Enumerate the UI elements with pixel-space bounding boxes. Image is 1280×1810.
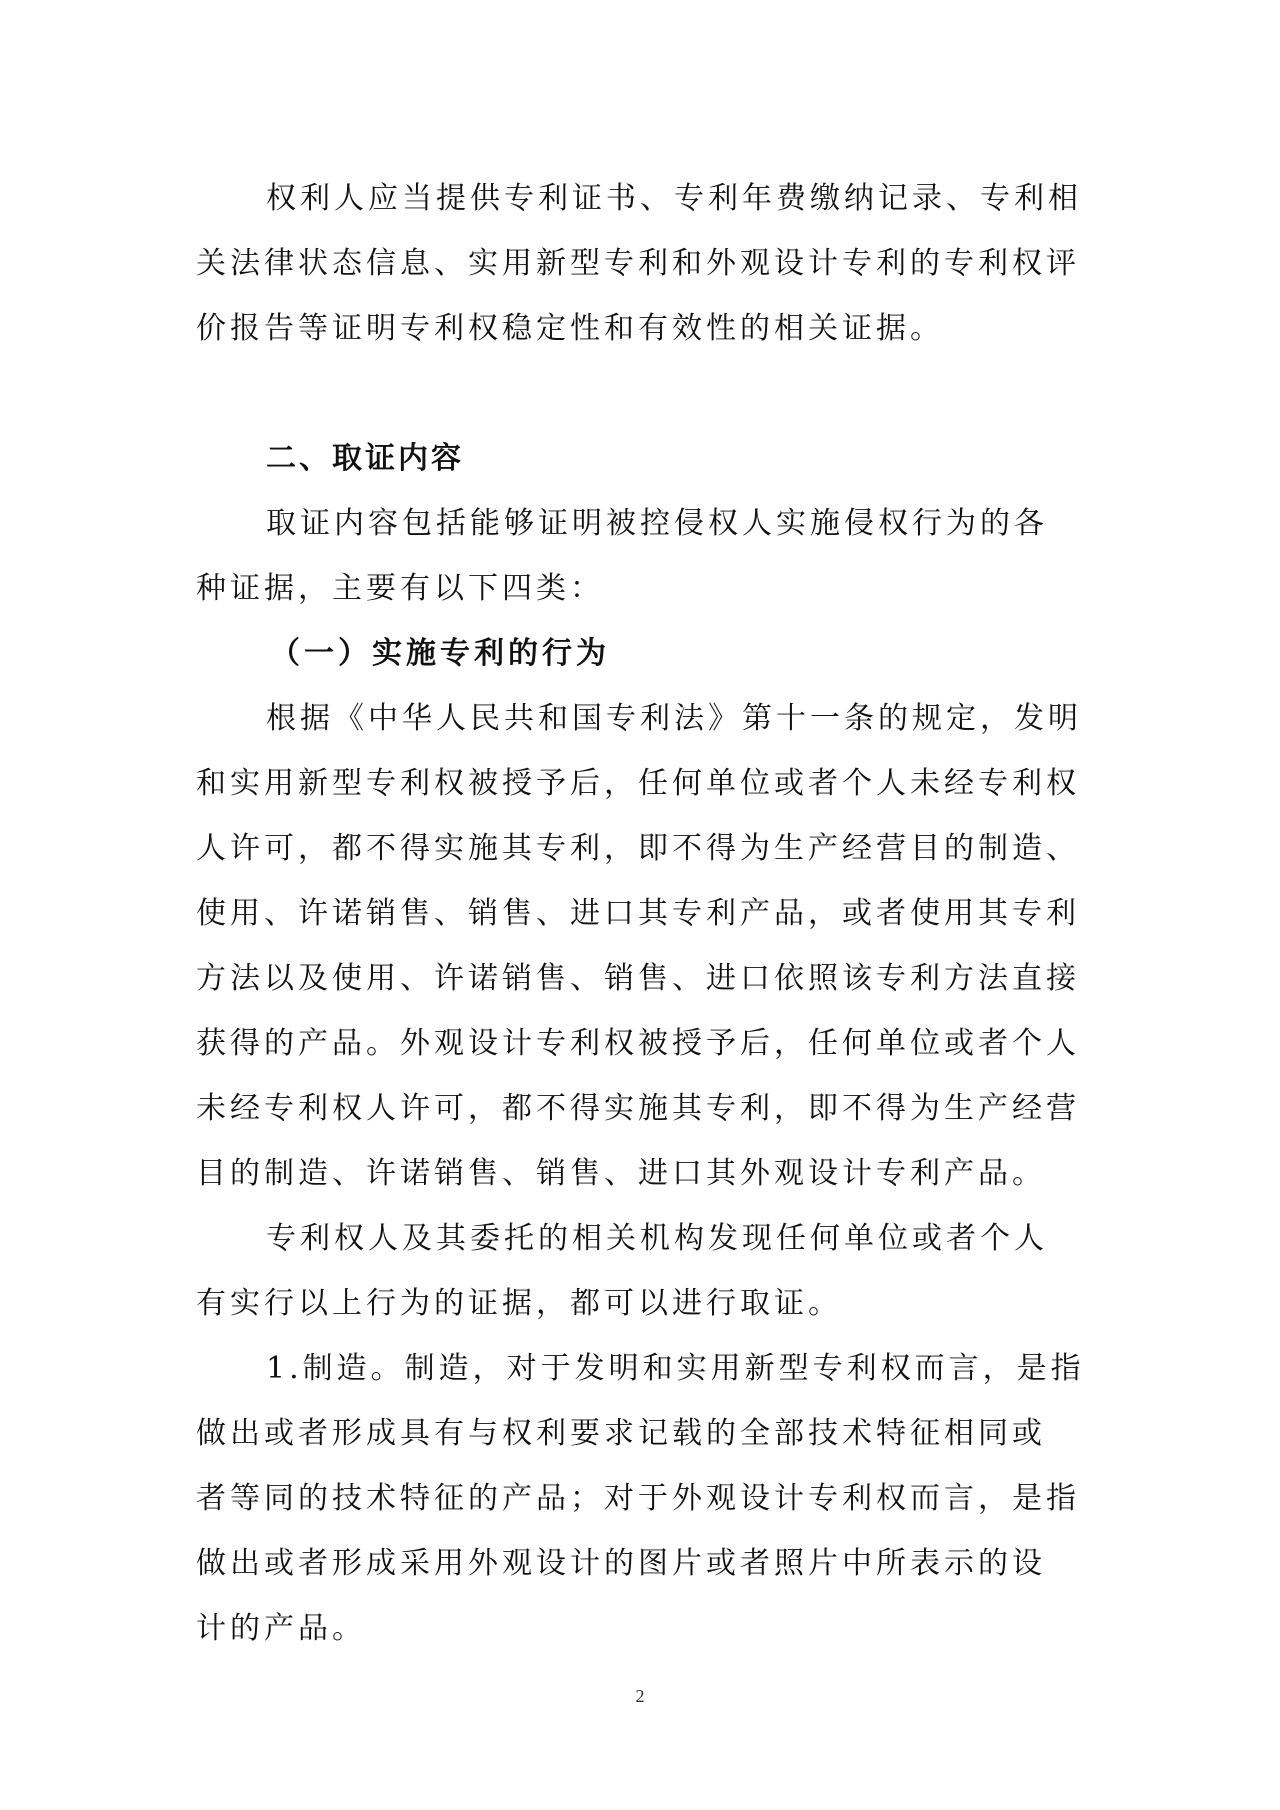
text-line: 人许可，都不得实施其专利，即不得为生产经营目的制造、	[196, 831, 1080, 866]
text-line: 方法以及使用、许诺销售、销售、进口依照该专利方法直接	[196, 961, 1080, 996]
document-body	[196, 166, 1096, 1661]
text-line: 有实行以上行为的证据，都可以进行取证。	[196, 1286, 842, 1321]
text-line: 计的产品。	[196, 1611, 366, 1646]
text-line: 做出或者形成具有与权利要求记载的全部技术特征相同或	[196, 1416, 1046, 1451]
text-line: 取证内容包括能够证明被控侵权人实施侵权行为的各	[266, 506, 1048, 541]
paragraph-evidence-collection	[196, 1206, 1096, 1336]
text-line: 种证据，主要有以下四类：	[196, 571, 604, 606]
text-line: 目的制造、许诺销售、销售、进口其外观设计专利产品。	[196, 1156, 1046, 1191]
subsection-heading: （一）实施专利的行为	[270, 636, 610, 671]
text-line: 权利人应当提供专利证书、专利年费缴纳记录、专利相	[266, 181, 1082, 216]
text-line: 关法律状态信息、实用新型专利和外观设计专利的专利权评	[196, 246, 1080, 281]
section-heading: 二、取证内容	[266, 441, 464, 476]
text-line: 和实用新型专利权被授予后，任何单位或者个人未经专利权	[196, 766, 1080, 801]
text-line: 专利权人及其委托的相关机构发现任何单位或者个人	[266, 1221, 1048, 1256]
text-line: 者等同的技术特征的产品；对于外观设计专利权而言，是指	[196, 1481, 1080, 1516]
paragraph-intro	[196, 491, 1096, 621]
paragraph-patent-law	[196, 686, 1096, 1206]
paragraph-manufacture	[196, 1336, 1096, 1661]
text-line: 使用、许诺销售、销售、进口其专利产品，或者使用其专利	[196, 896, 1080, 931]
text-line: 未经专利权人许可，都不得实施其专利，即不得为生产经营	[196, 1091, 1080, 1126]
text-line: 做出或者形成采用外观设计的图片或者照片中所表示的设	[196, 1546, 1046, 1581]
text-line: 1.制造。制造，对于发明和实用新型专利权而言，是指	[266, 1351, 1085, 1386]
text-line: 根据《中华人民共和国专利法》第十一条的规定，发明	[266, 701, 1082, 736]
text-line: 价报告等证明专利权稳定性和有效性的相关证据。	[196, 311, 944, 346]
paragraph-patent-evidence	[196, 166, 1096, 361]
paragraph-gap	[196, 361, 1096, 426]
page-number: 2	[635, 1686, 645, 1706]
text-line: 获得的产品。外观设计专利权被授予后，任何单位或者个人	[196, 1026, 1080, 1061]
